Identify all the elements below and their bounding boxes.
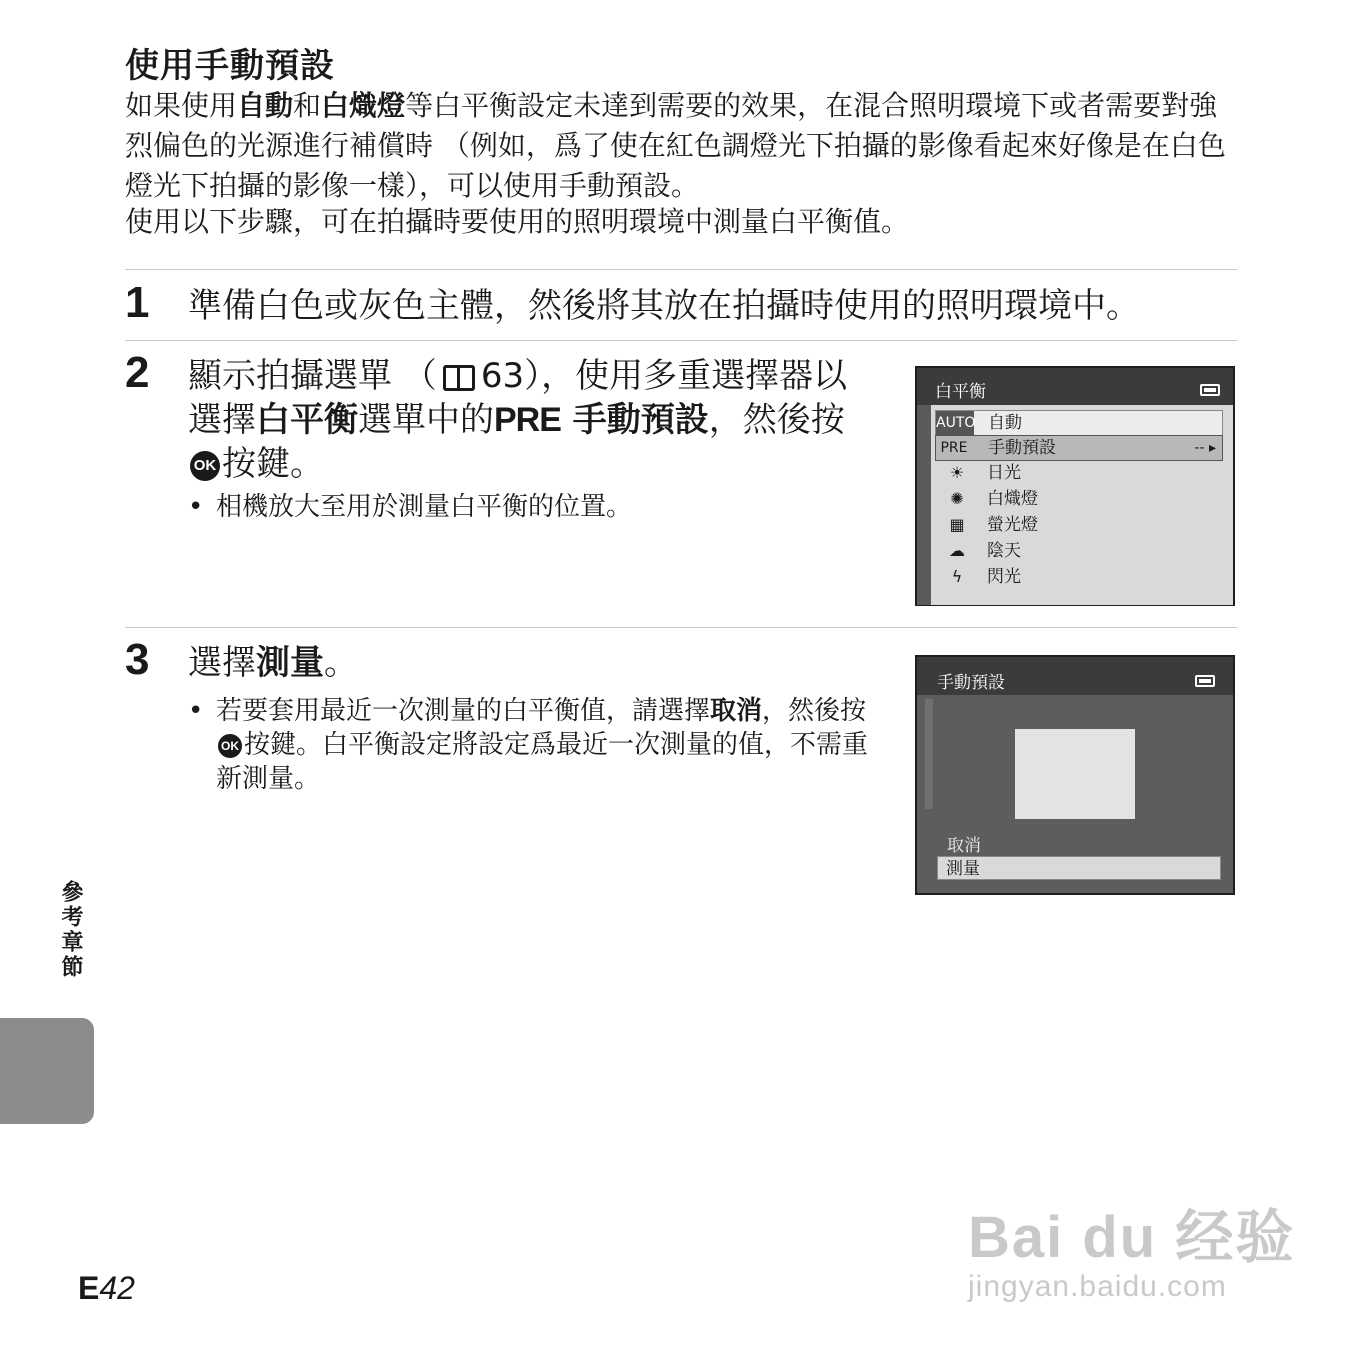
measure-option[interactable]: 測量: [937, 856, 1221, 880]
bullet-text-part: 按鍵。白平衡設定將設定爲最近一次測量的值，不需重新測量。: [216, 730, 869, 794]
menu-list: [931, 405, 1233, 605]
menu-item-label: 閃光: [987, 567, 1021, 587]
measurement-target-frame: [1015, 729, 1135, 819]
step-2-number: 2: [125, 348, 150, 397]
screen-title: 手動預設: [937, 673, 1005, 693]
step-2-text-part: ），使用多重選擇器以選擇: [188, 356, 848, 440]
battery-icon: [1200, 384, 1220, 396]
divider: [125, 269, 1237, 270]
step-3-text-part: 選擇: [188, 643, 256, 683]
step-2-text-part: 選單中的: [358, 400, 494, 440]
intro-text: 如果使用: [125, 89, 238, 122]
menu-side-tabs: [917, 405, 931, 605]
step-1-text: 準備白色或灰色主體，然後將其放在拍攝時使用的照明環境中。: [188, 286, 1140, 326]
menu-item-label: 自動: [988, 413, 1022, 433]
step-3-text: [188, 641, 878, 685]
menu-item-label: 白熾燈: [987, 489, 1038, 509]
menu-item-preset-manual[interactable]: [935, 435, 1223, 461]
menu-item-label: 陰天: [987, 541, 1021, 561]
intro-bold-incandescent: 白熾燈: [321, 89, 406, 122]
cancel-option[interactable]: 取消: [947, 836, 981, 856]
sun-icon: ☀: [949, 463, 965, 482]
pre-icon: PRE: [494, 401, 561, 439]
intro-paragraph: [125, 86, 1245, 206]
menu-item-label: 日光: [987, 463, 1021, 483]
intro-text: 和: [293, 89, 322, 122]
section-tab: [0, 1018, 94, 1124]
battery-icon: [1195, 675, 1215, 687]
pre-icon: PRE: [940, 440, 968, 456]
step-3-number: 3: [125, 635, 150, 684]
step-2-text-part: 顯示拍攝選單 （: [188, 356, 437, 396]
sidebar-section-label: 參考章節: [58, 880, 83, 980]
step-2-bullet-text: 相機放大至用於測量白平衡的位置。: [216, 492, 633, 522]
preset-manual-screen: [915, 655, 1235, 895]
baidu-watermark: [968, 1190, 1295, 1304]
intro-bold-auto: 自動: [237, 89, 294, 122]
menu-item-incandescent[interactable]: [935, 487, 1221, 511]
page-reference: 63: [480, 356, 525, 396]
bullet-bold-cancel: 取消: [710, 696, 763, 726]
intro-text: 等白平衡設定未達到需要的效果，在混合照明環境下或者需要對強烈偏色的光源進行補償時 （例如，爲了使在紅色調燈光下拍攝的影像看起來好像是在白色燈光下拍攝的影像一樣），可以使用手動預設。: [125, 89, 1226, 202]
step-1-number: 1: [125, 278, 150, 327]
book-icon: [443, 365, 475, 391]
page-number-value: 42: [99, 1270, 135, 1306]
bullet-icon: •: [188, 696, 204, 726]
auto-icon: AUTO: [936, 411, 974, 435]
divider: [125, 340, 1237, 341]
flash-icon: ϟ: [951, 567, 963, 586]
ok-button-icon: OK: [190, 451, 220, 481]
menu-item-auto[interactable]: [935, 410, 1223, 436]
fluorescent-icon: ▦: [949, 515, 965, 534]
watermark-logo: Bai du 经验: [968, 1205, 1296, 1270]
menu-item-flash[interactable]: [935, 565, 1221, 589]
step-2-bullet: [188, 490, 868, 524]
step-2-bold-preset-manual: 手動預設: [560, 400, 709, 440]
menu-item-value: -- ▸: [1194, 440, 1216, 456]
menu-item-fluorescent[interactable]: [935, 513, 1221, 537]
watermark-url: jingyan.baidu.com: [968, 1270, 1227, 1303]
step-3-text-part: 。: [324, 643, 358, 683]
screen-title: 白平衡: [935, 382, 986, 402]
step-2-text-part: 按鍵。: [222, 444, 324, 484]
ok-button-icon: OK: [218, 734, 242, 758]
divider: [125, 627, 1237, 628]
step-3-bold-measure: 測量: [256, 643, 324, 683]
reference-section-icon: E: [78, 1270, 100, 1306]
menu-item-label: 手動預設: [988, 438, 1056, 458]
step-3-bullet-text: [216, 694, 868, 796]
step-2-text: [188, 354, 878, 486]
intro-paragraph-2: 使用以下步驟，可在拍攝時要使用的照明環境中測量白平衡值。: [125, 205, 910, 238]
menu-side-tabs: [925, 699, 933, 809]
bullet-text-part: 若要套用最近一次測量的白平衡值，請選擇: [216, 696, 711, 726]
bullet-icon: •: [188, 492, 204, 522]
step-2-text-part: ，然後按: [708, 400, 845, 440]
menu-item-label: 螢光燈: [987, 515, 1038, 535]
cloud-icon: ☁: [949, 541, 965, 560]
page-number: [78, 1270, 135, 1307]
bulb-icon: ✺: [950, 489, 964, 508]
menu-item-daylight[interactable]: [935, 461, 1221, 485]
step-3-bullet: [188, 694, 868, 796]
page-heading: 使用手動預設: [125, 46, 335, 86]
step-2-bold-white-balance: 白平衡: [256, 400, 358, 440]
bullet-text-part: ，然後按: [762, 696, 867, 726]
menu-item-cloudy[interactable]: [935, 539, 1221, 563]
white-balance-menu-screen: [915, 366, 1235, 606]
